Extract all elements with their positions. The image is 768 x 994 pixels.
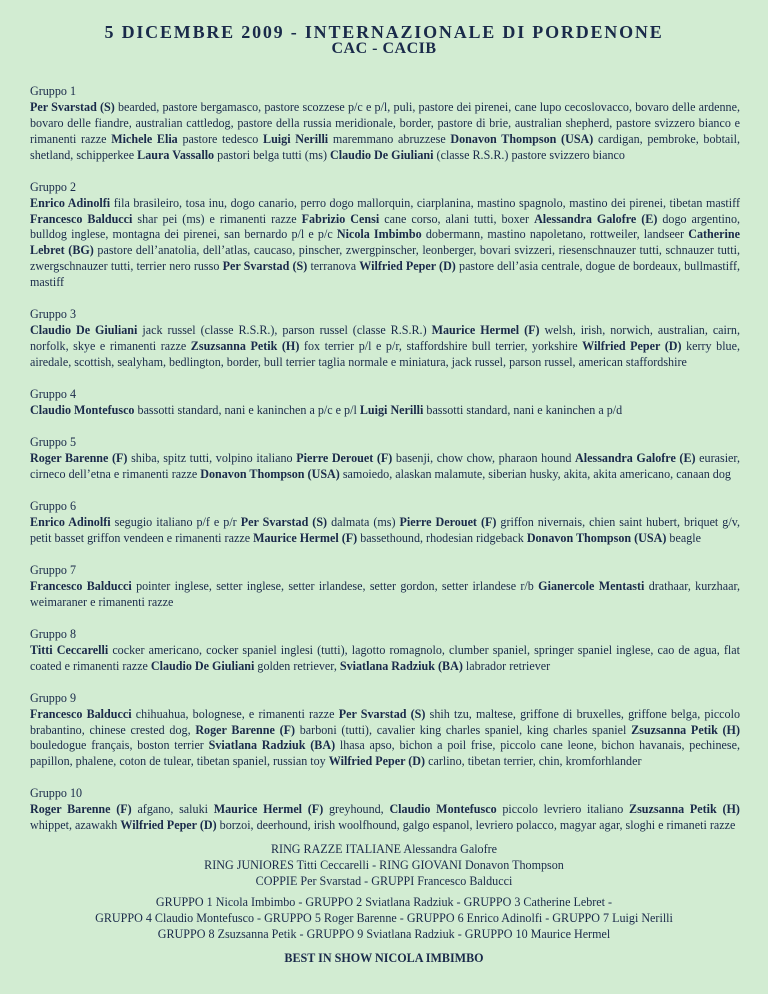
judge-name: Nicola Imbimbo — [336, 227, 422, 242]
judge-name: Catherine Lebret (BG) — [30, 227, 740, 258]
judge-name: Luigi Nerilli — [263, 131, 329, 146]
judge-name: Enrico Adinolfi — [30, 195, 111, 210]
final-line: GRUPPO 4 Claudio Montefusco - GRUPPO 5 Roger Barenne - GRUPPO 6 Enrico Adinolfi - GRUPPO 7 Luigi Nerilli — [95, 910, 673, 925]
final-line: GRUPPO 1 Nicola Imbimbo - GRUPPO 2 Sviatlana Radziuk - GRUPPO 3 Catherine Lebret - — [155, 895, 613, 909]
breed-list: lhasa apso, bichon a poil frise, piccolo cane leone, bichon havanais, pechinese, papillon, phalene, coton de tulear, tibetan spaniel, russian toy — [30, 738, 740, 769]
judge-name: Per Svarstad (S) — [338, 706, 426, 721]
group-title: Gruppo 9 — [30, 690, 77, 705]
group-assignments — [30, 403, 740, 419]
group-title: Gruppo 7 — [30, 562, 77, 577]
judge-group — [30, 435, 740, 483]
breed-list: labrador retriever — [465, 658, 551, 673]
judge-group — [30, 627, 740, 675]
breed-list: shiba, spitz tutti, volpino italiano — [131, 450, 293, 465]
judge-group — [30, 84, 740, 164]
breed-list: cane corso, alani tutti, boxer — [384, 211, 530, 226]
breed-list: jack russel (classe R.S.R.), parson russel (classe R.S.R.) — [142, 323, 427, 338]
group-assignments — [30, 579, 740, 611]
ring-line: RING JUNIORES Titti Ceccarelli - RING GIOVANI Donavon Thompson — [204, 857, 564, 872]
judge-name: Roger Barenne (F) — [195, 722, 296, 737]
breed-list: segugio italiano p/f e p/r — [114, 514, 237, 529]
breed-list: fox terrier p/l e p/r, staffordshire bull terrier, yorkshire — [303, 339, 578, 354]
judge-name: Wilfried Peper (D) — [359, 259, 456, 274]
judge-name: Sviatlana Radziuk (BA) — [208, 738, 336, 753]
judge-name: Claudio Montefusco — [389, 802, 497, 817]
breed-list: beagle — [669, 530, 701, 545]
judge-name: Fabrizio Censi — [301, 211, 380, 226]
breed-list: dogo argentino, bulldog inglese, montagna dei pirenei, san bernardo p/l e p/c — [30, 211, 741, 242]
breed-list: bassotti standard, nani e kaninchen a p/d — [426, 402, 623, 417]
breed-list: dobermann, mastino napoletano, rottweiler, landseer — [425, 227, 685, 242]
judge-name: Donavon Thompson (USA) — [200, 466, 340, 481]
judge-group — [30, 387, 740, 419]
groups-section — [30, 84, 740, 850]
judge-name: Wilfried Peper (D) — [328, 754, 426, 769]
breed-list: kerry blue, airedale, scottish, sealyham, bedlington, border, bull terrier taglia normale e miniatura, jack russel, parson russel, american staffordshire — [30, 339, 740, 369]
judge-name: Maurice Hermel (F) — [253, 530, 358, 545]
group-assignments — [30, 196, 740, 291]
judge-group — [30, 499, 740, 547]
group-assignments — [30, 323, 740, 371]
breed-list: whippet, azawakh — [30, 818, 118, 833]
judge-name: Enrico Adinolfi — [30, 514, 111, 529]
breed-list: pastore tedesco — [182, 131, 259, 146]
group-assignments — [30, 515, 740, 547]
judge-name: Francesco Balducci — [30, 706, 132, 721]
breed-list: fila brasileiro, tosa inu, dogo canario, perro dogo mallorquin, ciarplanina, mastino spagnolo, mastino dei pirenei, tibetan mastiff — [113, 195, 740, 210]
judge-name: Titti Ceccarelli — [30, 642, 109, 657]
breed-list: basenji, chow chow, pharaon hound — [395, 450, 572, 465]
judge-group — [30, 307, 740, 371]
ring-line: RING RAZZE ITALIANE Alessandra Galofre — [270, 842, 498, 856]
breed-list: bouledogue français, boston terrier — [30, 738, 204, 753]
breed-list: griffon nivernais, chien saint hubert, briquet g/v, petit basset griffon vendeen e rimanenti razze — [30, 514, 740, 545]
judge-name: Roger Barenne (F) — [30, 450, 128, 465]
best-in-show: BEST IN SHOW NICOLA IMBIMBO — [284, 951, 484, 965]
breed-list: welsh, irish, norwich, australian, cairn, norfolk, skye e rimanenti razze — [30, 323, 741, 354]
breed-list: (classe R.S.R.) pastore svizzero bianco — [436, 147, 625, 162]
finals-section — [0, 895, 768, 942]
judge-name: Wilfried Peper (D) — [120, 818, 217, 833]
group-title: Gruppo 10 — [30, 786, 83, 801]
judge-name: Roger Barenne (F) — [30, 802, 132, 817]
breed-list: samoiedo, alaskan malamute, siberian husky, akita, akita americano, canaan dog — [342, 466, 731, 481]
breed-list: shih tzu, maltese, griffone di bruxelles, griffone belga, piccolo brabantino, chinese crested dog, — [30, 706, 741, 737]
judge-name: Francesco Balducci — [30, 211, 133, 226]
judge-name: Luigi Nerilli — [359, 402, 424, 417]
judge-name: Claudio De Giuliani — [30, 323, 138, 338]
judge-name: Per Svarstad (S) — [222, 259, 308, 274]
judge-name: Gianercole Mentasti — [538, 578, 645, 593]
breed-list: afgano, saluki — [137, 802, 208, 817]
judge-name: Claudio De Giuliani — [330, 147, 434, 162]
judge-name: Zsuzsanna Petik (H) — [631, 722, 740, 737]
judge-name: Pierre Derouet (F) — [399, 514, 497, 529]
group-title: Gruppo 6 — [30, 498, 77, 513]
group-title: Gruppo 4 — [30, 387, 77, 402]
judge-name: Claudio Montefusco — [30, 402, 135, 417]
judge-group — [30, 786, 740, 834]
judge-name: Zsuzsanna Petik (H) — [629, 802, 740, 817]
judge-name: Laura Vassallo — [137, 147, 215, 162]
judge-name: Sviatlana Radziuk (BA) — [339, 658, 463, 673]
judge-name: Maurice Hermel (F) — [213, 802, 324, 817]
rings-section — [0, 842, 768, 889]
judge-name: Michele Elia — [111, 131, 178, 146]
group-title: Gruppo 2 — [30, 179, 77, 194]
breed-list: cardigan, pembroke, bobtail, shetland, schipperkee — [30, 131, 741, 162]
breed-list: pastori belga tutti (ms) — [217, 147, 327, 162]
judge-name: Per Svarstad (S) — [240, 514, 328, 529]
breed-list: carlino, tibetan terrier, chin, kromforhlander — [428, 754, 642, 769]
breed-list: barboni (tutti), cavalier king charles spaniel, king charles spaniel — [299, 722, 627, 737]
judge-name: Pierre Derouet (F) — [296, 450, 393, 465]
breed-list: eurasier, cirneco dell’etna e rimanenti razze — [30, 450, 740, 481]
judge-name: Zsuzsanna Petik (H) — [190, 339, 300, 354]
breed-list: pastore dell’anatolia, dell’atlas, caucaso, pinscher, zwergpinscher, leonberger, bovari svizzeri, riesenschnauzer tutti, schnauzer tutti, zwergschnauzer tutti, terrier nero russo — [30, 243, 740, 274]
breed-list: pastore dell’asia centrale, dogue de bordeaux, bullmastiff, mastiff — [30, 259, 741, 290]
breed-list: chihuahua, bolognese, e rimanenti razze — [135, 706, 335, 721]
judge-name: Wilfried Peper (D) — [582, 339, 682, 354]
breed-list: golden retriever, — [257, 658, 337, 673]
breed-list: bearded, pastore bergamasco, pastore scozzese p/c e p/l, puli, pastore dei pirenei, cane lupo cecoslovacco, bovaro delle ardenne, bovaro delle fiandre, australian cattledog, pastore della russia meridionale, border, pastore di brie, australian shepherd, pastore svizzero bianco e rimanenti razze — [30, 99, 740, 146]
group-title: Gruppo 3 — [30, 307, 77, 322]
breed-list: drathaar, kurzhaar, weimaraner e rimanenti razze — [30, 578, 741, 609]
group-assignments — [30, 100, 740, 164]
final-line: GRUPPO 8 Zsuzsanna Petik - GRUPPO 9 Sviatlana Radziuk - GRUPPO 10 Maurice Hermel — [157, 926, 611, 941]
ring-line: COPPIE Per Svarstad - GRUPPI Francesco Balducci — [255, 873, 513, 888]
judge-name: Per Svarstad (S) — [30, 99, 115, 114]
judge-name: Donavon Thompson (USA) — [450, 131, 594, 146]
breed-list: maremmano abruzzese — [332, 131, 446, 146]
breed-list: shar pei (ms) e rimanenti razze — [137, 211, 297, 226]
breed-list: pointer inglese, setter inglese, setter irlandese, setter gordon, setter irlandese r/b — [136, 578, 534, 593]
group-assignments — [30, 643, 740, 675]
document-title: 5 DICEMBRE 2009 - INTERNAZIONALE DI PORDENONE — [104, 22, 664, 42]
judge-group — [30, 563, 740, 611]
judge-group — [30, 691, 740, 771]
judge-name: Claudio De Giuliani — [150, 658, 255, 673]
judge-name: Francesco Balducci — [30, 578, 132, 593]
judge-name: Donavon Thompson (USA) — [526, 530, 667, 545]
breed-list: dalmata (ms) — [331, 514, 396, 529]
breed-list: borzoi, deerhound, irish woolfhound, galgo espanol, levriero polacco, magyar agar, sloghi e rimaneti razze — [219, 818, 736, 833]
breed-list: bassethound, rhodesian ridgeback — [360, 530, 524, 545]
breed-list: bassotti standard, nani e kaninchen a p/c e p/l — [137, 402, 357, 417]
group-title: Gruppo 5 — [30, 435, 77, 450]
judge-name: Maurice Hermel (F) — [431, 323, 540, 338]
group-assignments — [30, 451, 740, 483]
document-subtitle: CAC - CACIB — [331, 40, 437, 57]
group-title: Gruppo 1 — [30, 84, 77, 98]
judge-group — [30, 180, 740, 291]
judge-name: Alessandra Galofre (E) — [575, 450, 696, 465]
breed-list: piccolo levriero italiano — [502, 802, 624, 817]
group-assignments — [30, 707, 740, 771]
breed-list: cocker americano, cocker spaniel inglesi (tutti), lagotto romagnolo, clumber spaniel, springer spaniel inglese, cao de agua, flat coated e rimanenti razze — [30, 642, 740, 673]
breed-list: terranova — [310, 259, 357, 274]
breed-list: greyhound, — [328, 802, 384, 817]
group-title: Gruppo 8 — [30, 626, 77, 641]
group-assignments — [30, 802, 740, 834]
judge-name: Alessandra Galofre (E) — [534, 211, 658, 226]
